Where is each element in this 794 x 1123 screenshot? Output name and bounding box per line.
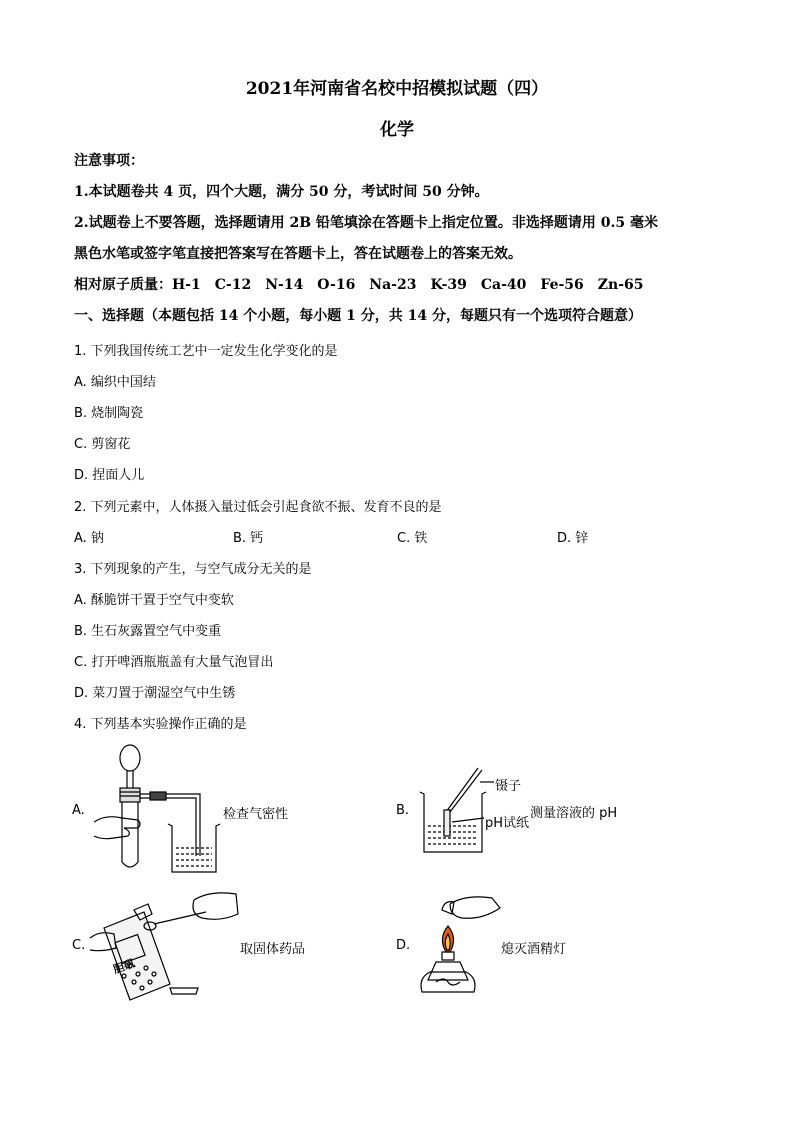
q4-label-tweezers: 镊子 (495, 779, 522, 794)
q4-option-c-letter: C. (72, 938, 86, 953)
q4-bottle-label: 胆矾 (111, 956, 137, 977)
q2-option-b: B. 钙 (233, 531, 264, 546)
q1-option-d: D. 捏面人儿 (74, 468, 145, 483)
q1-option-a: A. 编织中国结 (74, 375, 156, 390)
q4-label-ph-paper: pH试纸 (485, 816, 530, 831)
section-heading: 一、选择题（本题包括 14 个小题，每小题 1 分，共 14 分，每题只有一个选项符合题意） (74, 308, 642, 324)
airtightness-apparatus-figure (92, 744, 222, 876)
q1-option-b: B. 烧制陶瓷 (74, 406, 144, 421)
q2-stem: 2. 下列元素中，人体摄入量过低会引起食欲不振、发育不良的是 (74, 500, 442, 515)
q4-option-a-caption: 检查气密性 (223, 807, 289, 822)
note-2a: 2.试题卷上不要答题，选择题请用 2B 铅笔填涂在答题卡上指定位置。非选择题请用 0.5 毫米 (74, 215, 659, 231)
q3-option-b: B. 生石灰露置空气中变重 (74, 624, 222, 639)
q3-option-d: D. 菜刀置于潮湿空气中生锈 (74, 686, 236, 701)
subject-title: 化学 (380, 120, 414, 140)
q2-option-d: D. 锌 (557, 531, 589, 546)
q4-option-b-letter: B. (396, 803, 410, 818)
q4-option-d-caption: 熄灭酒精灯 (501, 942, 567, 957)
q3-option-a: A. 酥脆饼干置于空气中变软 (74, 593, 234, 608)
q1-stem: 1. 下列我国传统工艺中一定发生化学变化的是 (74, 344, 338, 359)
page-title: 2021年河南省名校中招模拟试题（四） (245, 79, 549, 99)
q2-option-a: A. 钠 (74, 531, 104, 546)
q3-option-c: C. 打开啤酒瓶瓶盖有大量气泡冒出 (74, 655, 274, 670)
q4-option-b-caption: 测量溶液的 pH (530, 806, 618, 821)
note-2b: 黑色水笔或签字笔直接把答案写在答题卡上，答在试题卷上的答案无效。 (74, 246, 522, 262)
q4-option-a-letter: A. (72, 803, 85, 818)
q2-option-c: C. 铁 (397, 531, 428, 546)
q1-option-c: C. 剪窗花 (74, 437, 131, 452)
note-1: 1.本试题卷共 4 页，四个大题，满分 50 分，考试时间 50 分钟。 (74, 184, 489, 200)
q4-option-c-caption: 取固体药品 (240, 942, 306, 957)
solid-reagent-figure (90, 888, 240, 1000)
alcohol-lamp-figure (416, 892, 506, 1000)
notes-heading: 注意事项： (74, 153, 144, 169)
atomic-masses: 相对原子质量：H-1 C-12 N-14 O-16 Na-23 K-39 Ca-40 Fe-56 Zn-65 (74, 277, 644, 293)
q4-option-d-letter: D. (396, 938, 411, 953)
q4-stem: 4. 下列基本实验操作正确的是 (74, 717, 247, 732)
q3-stem: 3. 下列现象的产生，与空气成分无关的是 (74, 562, 312, 577)
